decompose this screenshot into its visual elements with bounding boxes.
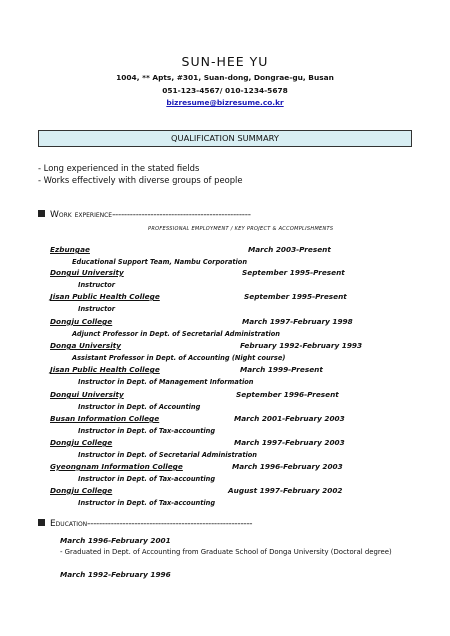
work-entry-org: Jisan Public Health College	[50, 365, 160, 374]
work-entry-dates: March 1999-Present	[240, 365, 323, 374]
work-entry-dates: August 1997-February 2002	[228, 486, 343, 495]
work-entry-org: Donga University	[50, 341, 121, 350]
heading-rule: -----------------------------------------------	[112, 210, 251, 220]
work-entry-desc: Instructor in Dept. of Tax-accounting	[78, 427, 216, 435]
education-entry-dates: March 1992-February 1996	[60, 570, 171, 579]
email-link[interactable]: bizresume@bizresume.co.kr	[166, 98, 284, 107]
phone-numbers: 051-123-4567/ 010-1234-5678	[162, 86, 288, 95]
work-entry-org: Gyeongnam Information College	[50, 462, 183, 471]
work-entry-desc: Instructor	[78, 281, 116, 289]
work-entry-org: Dongju College	[50, 438, 113, 447]
heading-rule: --------------------------------------------------------	[87, 519, 253, 529]
education-heading	[38, 519, 252, 529]
work-entry-dates: February 1992-February 1993	[240, 341, 363, 350]
applicant-name: SUN-HEE YU	[181, 54, 269, 69]
education-entry-detail: - Graduated in Dept. of Accounting from Graduate School of Donga University (Doctoral degree)	[60, 548, 392, 556]
work-entry-dates: September 1995-Present	[244, 292, 347, 301]
work-entry-org: Busan Information College	[50, 414, 160, 423]
section-bullet-icon	[38, 519, 45, 526]
work-entry-dates: March 2001-February 2003	[234, 414, 345, 423]
work-entry-org: Dongju College	[50, 317, 113, 326]
qualification-summary-heading: QUALIFICATION SUMMARY	[38, 130, 412, 147]
qualification-item: - Long experienced in the stated fields	[38, 163, 200, 173]
section-bullet-icon	[38, 210, 45, 217]
work-entry-org: Dongui University	[50, 390, 124, 399]
work-entry-dates: September 1995-Present	[242, 268, 345, 277]
work-entry-dates: March 1996-February 2003	[232, 462, 343, 471]
work-entry-desc: Educational Support Team, Nambu Corporation	[72, 258, 248, 266]
work-subtitle: PROFESSIONAL EMPLOYMENT / KEY PROJECT & ACCOMPLISHMENTS	[148, 226, 334, 232]
qualification-item: - Works effectively with diverse groups of people	[38, 175, 243, 185]
education-title: Education	[50, 519, 88, 529]
work-entry-dates: March 2003-Present	[248, 245, 331, 254]
work-entry-dates: September 1996-Present	[236, 390, 339, 399]
work-entry-desc: Instructor in Dept. of Management Information	[78, 378, 254, 386]
work-entry-desc: Instructor in Dept. of Tax-accounting	[78, 499, 216, 507]
work-experience-heading	[38, 210, 251, 220]
address: 1004, ** Apts, #301, Suan-dong, Dongrae-gu, Busan	[116, 73, 334, 82]
work-entry-org: Dongui University	[50, 268, 124, 277]
education-entry-dates: March 1996-February 2001	[60, 536, 171, 545]
work-entry-desc: Adjunct Professor in Dept. of Secretarial Administration	[72, 330, 280, 338]
qualification-list	[38, 162, 243, 186]
work-entry-desc: Instructor in Dept. of Accounting	[78, 403, 201, 411]
work-entry-desc: Instructor in Dept. of Secretarial Administration	[78, 451, 257, 459]
work-entry-desc: Instructor	[78, 305, 116, 313]
work-experience-title: Work experience	[50, 210, 113, 220]
work-entry-dates: March 1997-February 1998	[242, 317, 353, 326]
work-entry-desc: Instructor in Dept. of Tax-accounting	[78, 475, 216, 483]
work-entry-desc: Assistant Professor in Dept. of Accounting (Night course)	[72, 354, 286, 362]
work-entry-org: Jisan Public Health College	[50, 292, 160, 301]
work-entry-org: Ezbungae	[50, 245, 90, 254]
work-entry-dates: March 1997-February 2003	[234, 438, 345, 447]
work-entry-org: Dongju College	[50, 486, 113, 495]
